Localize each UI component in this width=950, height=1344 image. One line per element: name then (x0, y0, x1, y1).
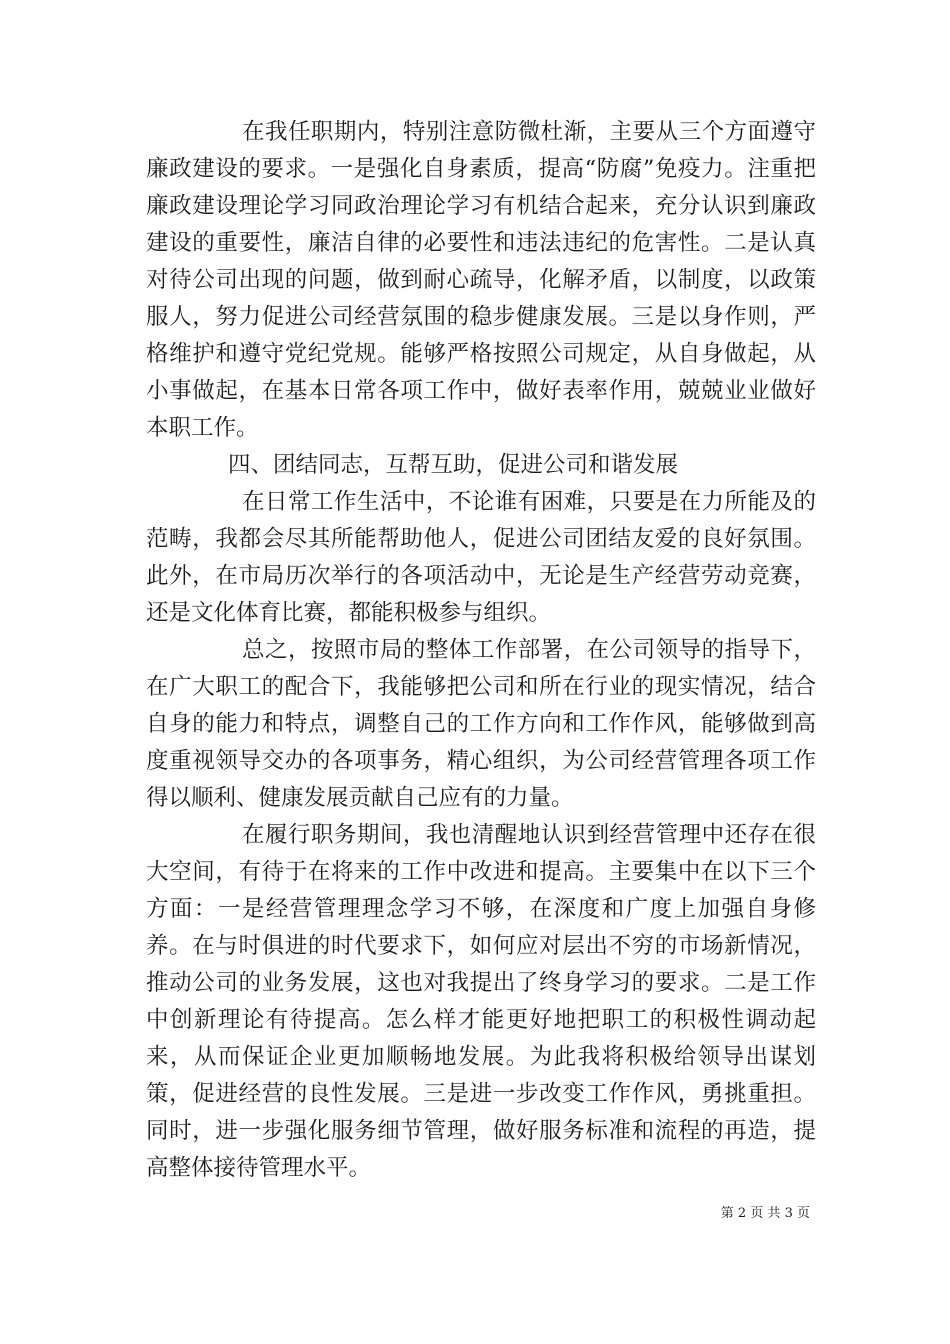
paragraph-summary: 总之，按照市局的整体工作部署，在公司领导的指导下，在广大职工的配合下，我能够把公司和所在行业的现实情况，结合自身的能力和特点，调整自己的工作方向和工作作风，能够做到高度重视领导交办的各项事务，精心组织，为公司经营管理各项工作得以顺利、健康发展贡献自己应有的力量。 (146, 637, 816, 811)
paragraph-shortcomings: 在履行职务期间，我也清醒地认识到经营管理中还存在很大空间，有待于在将来的工作中改进和提高。主要集中在以下三个方面：一是经营管理理念学习不够，在深度和广度上加强自身修养。在与时俱进的时代要求下，如何应对层出不穷的市场新情况，推动公司的业务发展，这也对我提出了终身学习的要求。二是工作中创新理论有待提高。怎么样才能更好地把职工的积极性调动起来，从而保证企业更加顺畅地发展。为此我将积极给领导出谋划策，促进经营的良性发展。三是进一步改变工作作风，勇挑重担。同时，进一步强化服务细节管理，做好服务标准和流程的再造，提高整体接待管理水平。 (146, 822, 816, 1181)
document-body (146, 114, 816, 1187)
paragraph-integrity: 在我任职期内，特别注意防微杜渐，主要从三个方面遵守廉政建设的要求。一是强化自身素质，提高“防腐”免疫力。注重把廉政建设理论学习同政治理论学习有机结合起来，充分认识到廉政建设的重要性，廉洁自律的必要性和违法违纪的危害性。二是认真对待公司出现的问题，做到耐心疏导，化解矛盾，以制度，以政策服人，努力促进公司经营氛围的稳步健康发展。三是以身作则，严格维护和遵守党纪党规。能够严格按照公司规定，从自身做起，从小事做起，在基本日常各项工作中，做好表率作用，兢兢业业做好本职工作。 (146, 119, 816, 441)
section-heading-unity: 四、团结同志，互帮互助，促进公司和谐发展 (228, 452, 679, 478)
paragraph-unity: 在日常工作生活中，不论谁有困难，只要是在力所能及的范畴，我都会尽其所能帮助他人，促进公司团结友爱的良好氛围。此外，在市局历次举行的各项活动中，无论是生产经营劳动竞赛，还是文化体育比赛，都能积极参与组织。 (146, 489, 816, 626)
page-number-footer: 第 2 页 共 3 页 (720, 1206, 810, 1221)
